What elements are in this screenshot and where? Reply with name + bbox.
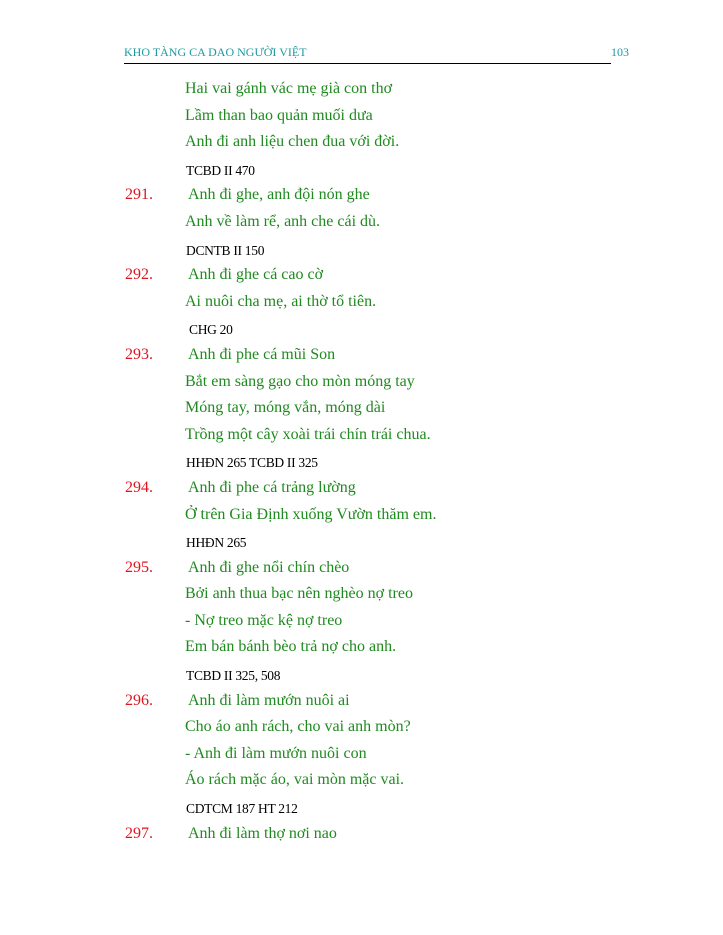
page-header xyxy=(124,45,629,65)
verse-line: Em bán bánh bèo trả nợ cho anh. xyxy=(185,638,397,656)
entry-number: 297. xyxy=(125,824,153,842)
source-citation: TCBD II 325, 508 xyxy=(186,668,281,684)
entry-number: 295. xyxy=(125,558,153,576)
verse-row xyxy=(0,422,723,449)
verse-row xyxy=(0,767,723,794)
entry-number: 293. xyxy=(125,345,153,363)
verse-line: Anh đi làm thợ nơi nao xyxy=(188,824,337,842)
verse-row xyxy=(0,608,723,635)
verse-line: Bởi anh thua bạc nên nghèo nợ treo xyxy=(185,585,413,603)
verse-row xyxy=(0,289,723,316)
source-row xyxy=(0,661,723,688)
page-number: 103 xyxy=(611,45,629,59)
verse-line: Áo rách mặc áo, vai mòn mặc vai. xyxy=(185,771,405,789)
source-row xyxy=(0,528,723,555)
verse-row xyxy=(0,634,723,661)
entry-number: 294. xyxy=(125,478,153,496)
entry-row xyxy=(0,475,723,502)
verse-line: Anh đi ghe cá cao cờ xyxy=(188,266,324,284)
verse-line: Anh đi làm mướn nuôi ai xyxy=(188,691,350,709)
entry-number: 296. xyxy=(125,691,153,709)
verse-line: - Nợ treo mặc kệ nợ treo xyxy=(185,611,343,629)
verse-row xyxy=(0,581,723,608)
source-citation: HHĐN 265 TCBD II 325 xyxy=(186,455,318,471)
verse-row xyxy=(0,502,723,529)
verse-line: Anh về làm rể, anh che cái dù. xyxy=(185,212,381,230)
verse-line: Ai nuôi cha mẹ, ai thờ tổ tiên. xyxy=(185,292,377,310)
poem-content xyxy=(0,76,723,847)
verse-line: Anh đi phe cá mũi Son xyxy=(188,345,336,363)
entry-row xyxy=(0,821,723,848)
verse-row xyxy=(0,714,723,741)
source-row xyxy=(0,236,723,263)
verse-line: Anh đi phe cá trảng lường xyxy=(188,478,356,496)
verse-line: Cho áo anh rách, cho vai anh mòn? xyxy=(185,718,411,736)
verse-line: Anh đi anh liệu chen đua với đời. xyxy=(185,133,400,151)
verse-row xyxy=(0,76,723,103)
source-row xyxy=(0,315,723,342)
source-citation: TCBD II 470 xyxy=(186,162,255,178)
verse-row xyxy=(0,129,723,156)
book-title: KHO TÀNG CA DAO NGƯỜI VIỆT xyxy=(124,45,307,59)
source-citation: CDTCM 187 HT 212 xyxy=(186,801,298,817)
verse-line: Anh đi ghe nổi chín chèo xyxy=(188,558,350,576)
header-divider xyxy=(124,63,611,64)
verse-line: Móng tay, móng vắn, móng dài xyxy=(185,399,386,417)
verse-line: Anh đi ghe, anh đội nón ghe xyxy=(188,186,370,204)
verse-line: Bắt em sàng gạo cho mòn móng tay xyxy=(185,372,415,390)
verse-line: Trồng một cây xoài trái chín trái chua. xyxy=(185,425,431,443)
verse-line: - Anh đi làm mướn nuôi con xyxy=(185,744,367,762)
source-citation: DCNTB II 150 xyxy=(186,242,265,258)
entry-row xyxy=(0,182,723,209)
verse-row xyxy=(0,369,723,396)
verse-line: Hai vai gánh vác mẹ già con thơ xyxy=(185,80,393,97)
source-row xyxy=(0,156,723,183)
verse-line: Ở trên Gia Định xuống Vườn thăm em. xyxy=(185,505,437,523)
verse-row xyxy=(0,103,723,130)
entry-row xyxy=(0,555,723,582)
verse-row xyxy=(0,395,723,422)
source-citation: CHG 20 xyxy=(189,322,233,338)
entry-number: 292. xyxy=(125,266,153,284)
entry-row xyxy=(0,262,723,289)
verse-row xyxy=(0,209,723,236)
entry-row xyxy=(0,688,723,715)
verse-row xyxy=(0,741,723,768)
source-row xyxy=(0,794,723,821)
entry-number: 291. xyxy=(125,186,153,204)
entry-row xyxy=(0,342,723,369)
source-row xyxy=(0,448,723,475)
source-citation: HHĐN 265 xyxy=(186,535,247,551)
verse-line: Lầm than bao quản muối dưa xyxy=(185,106,373,124)
